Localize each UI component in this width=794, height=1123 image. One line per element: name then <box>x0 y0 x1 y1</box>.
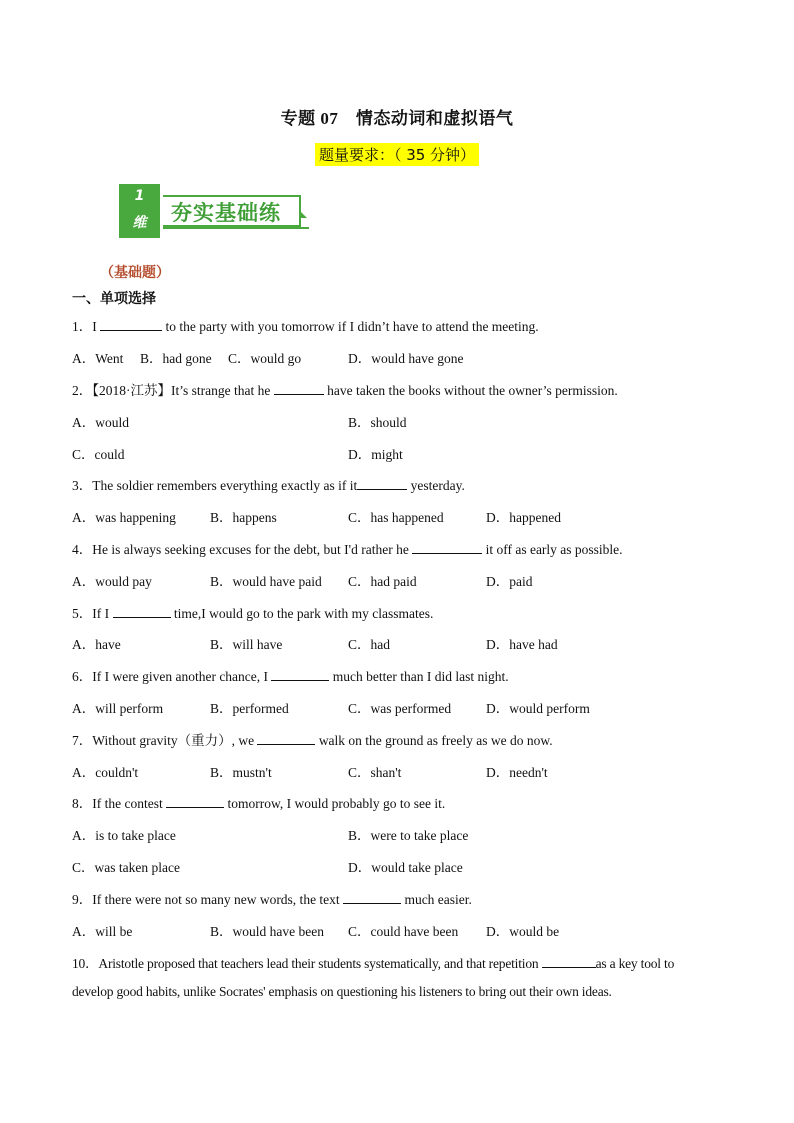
option[interactable]: B．would have been <box>210 924 324 939</box>
banner-box <box>163 195 301 227</box>
stem-text: much easier. <box>401 892 472 907</box>
question-stem <box>72 474 465 494</box>
question-stem <box>72 379 618 399</box>
stem-text: 8．If the contest <box>72 796 167 811</box>
section-banner <box>119 184 315 238</box>
option[interactable]: A．was happening <box>72 510 176 525</box>
option[interactable]: A．would pay <box>72 574 152 589</box>
option[interactable]: C．would go <box>228 351 302 366</box>
option[interactable]: C．had <box>348 637 390 652</box>
option[interactable]: C．was performed <box>348 701 452 716</box>
option[interactable]: B．mustn't <box>210 765 272 780</box>
option[interactable]: A．will be <box>72 924 133 939</box>
stem-text: 3．The soldier remembers everything exactly as if it <box>72 478 358 493</box>
banner-unit: 维 <box>132 215 147 231</box>
banner-underline <box>163 227 309 229</box>
question-stem <box>72 315 539 335</box>
option[interactable]: D．paid <box>486 574 533 589</box>
stem-text: time,I would go to the park with my classmates. <box>170 606 434 621</box>
answer-blank <box>257 731 315 745</box>
banner-number: 1 <box>134 188 145 204</box>
option[interactable]: C．was taken place <box>72 860 180 875</box>
banner-text: 夯实基础练 <box>171 201 281 225</box>
question-stem <box>72 665 509 685</box>
option[interactable]: B．would have paid <box>210 574 322 589</box>
option[interactable]: C．could <box>72 447 125 462</box>
question-stem <box>72 952 674 972</box>
option[interactable]: B．had gone <box>140 351 212 366</box>
answer-blank <box>271 667 329 681</box>
option[interactable]: C．has happened <box>348 510 444 525</box>
answer-blank <box>343 890 401 904</box>
option[interactable]: D．would be <box>486 924 560 939</box>
option[interactable]: D．would take place <box>348 860 463 875</box>
stem-text: 1．I <box>72 319 101 334</box>
option[interactable]: D．might <box>348 447 403 462</box>
time-requirement <box>0 143 794 166</box>
difficulty-subheading: （基础题） <box>100 265 170 281</box>
option[interactable]: A．will perform <box>72 701 164 716</box>
option[interactable]: D．happened <box>486 510 561 525</box>
stem-text: have taken the books without the owner’s permission. <box>323 383 618 398</box>
question-stem <box>72 792 445 812</box>
option[interactable]: C．could have been <box>348 924 459 939</box>
answer-blank <box>113 604 171 618</box>
answer-blank <box>357 476 407 490</box>
option[interactable]: A．is to take place <box>72 828 176 843</box>
stem-text: 6．If I were given another chance, I <box>72 669 272 684</box>
option[interactable]: D．would have gone <box>348 351 464 366</box>
stem-text: walk on the ground as freely as we do now. <box>315 733 553 748</box>
question-stem <box>72 538 623 558</box>
banner-badge <box>119 184 160 238</box>
option[interactable]: D．have had <box>486 637 558 652</box>
stem-text: 10．Aristotle proposed that teachers lead their students systematically, and that repetition <box>72 956 542 971</box>
answer-blank <box>542 954 596 968</box>
option[interactable]: D．needn't <box>486 765 548 780</box>
question-stem-continued: develop good habits, unlike Socrates' emphasis on questioning his listeners to bring out their own ideas. <box>72 984 612 999</box>
answer-blank <box>166 794 224 808</box>
option[interactable]: B．performed <box>210 701 289 716</box>
answer-blank <box>274 381 324 395</box>
time-requirement-label: 题量要求：（ 35 分钟） <box>315 143 479 166</box>
option[interactable]: A．have <box>72 637 121 652</box>
option[interactable]: B．should <box>348 415 407 430</box>
stem-text: yesterday. <box>407 478 465 493</box>
option[interactable]: A．would <box>72 415 129 430</box>
stem-text: to the party with you tomorrow if I didn’t have to attend the meeting. <box>162 319 539 334</box>
option[interactable]: B．happens <box>210 510 277 525</box>
page-title: 专题 07 情态动词和虚拟语气 <box>280 109 514 128</box>
option[interactable]: C．shan't <box>348 765 402 780</box>
question-stem <box>72 888 472 908</box>
question-stem <box>72 602 433 622</box>
option[interactable]: B．were to take place <box>348 828 469 843</box>
stem-text: as a key tool to <box>595 956 675 971</box>
stem-text: it off as early as possible. <box>482 542 623 557</box>
option[interactable]: A．couldn't <box>72 765 139 780</box>
option[interactable]: C．had paid <box>348 574 417 589</box>
option[interactable]: B．will have <box>210 637 283 652</box>
section-heading: 一、单项选择 <box>72 291 156 307</box>
stem-text: 2．【2018·江苏】It’s strange that he <box>72 383 274 398</box>
option[interactable]: A．Went <box>72 351 124 366</box>
stem-text: 9．If there were not so many new words, the text <box>72 892 344 907</box>
answer-blank <box>100 317 162 331</box>
stem-text: 4．He is always seeking excuses for the debt, but I'd rather he <box>72 542 413 557</box>
answer-blank <box>412 540 482 554</box>
banner-tail-icon <box>299 210 307 218</box>
question-stem <box>72 729 553 749</box>
stem-text: 5．If I <box>72 606 113 621</box>
stem-text: much better than I did last night. <box>329 669 509 684</box>
stem-text: 7．Without gravity（重力）, we <box>72 733 258 748</box>
stem-text: tomorrow, I would probably go to see it. <box>224 796 446 811</box>
option[interactable]: D．would perform <box>486 701 590 716</box>
